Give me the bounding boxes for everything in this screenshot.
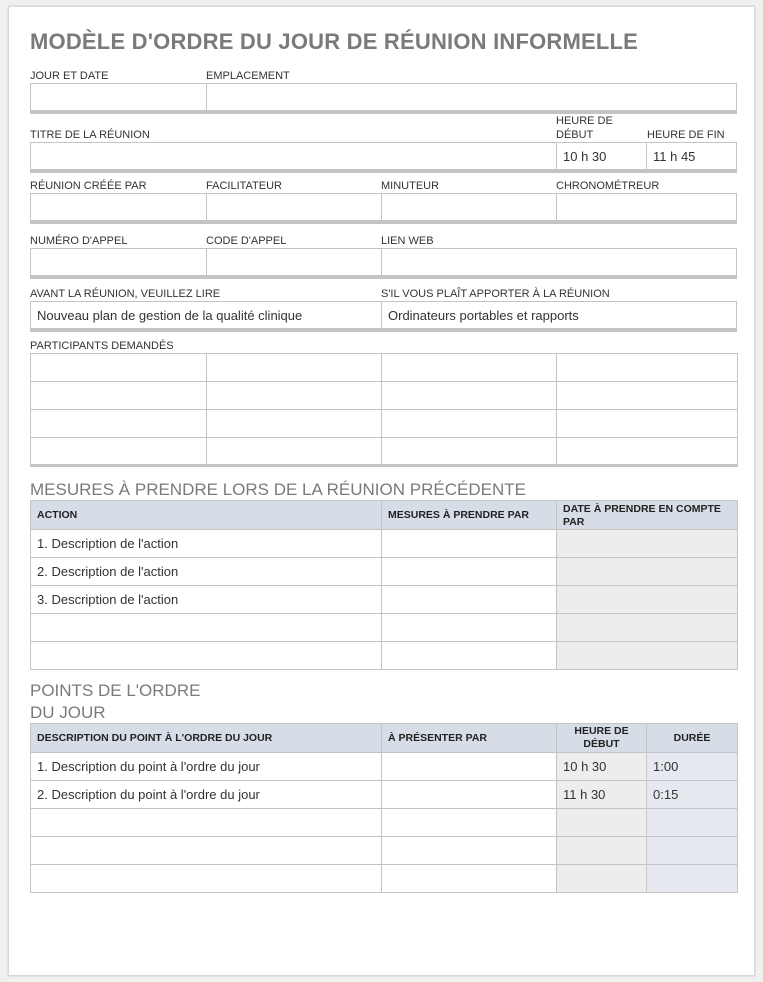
label-start-time: HEURE DE DÉBUT — [556, 115, 613, 141]
participant-cell[interactable] — [557, 382, 738, 410]
action-date[interactable] — [557, 586, 738, 614]
table-row — [31, 558, 738, 586]
action-date[interactable] — [557, 614, 738, 642]
col-start-time: HEURE DE DÉBUT — [557, 724, 647, 753]
table-row — [31, 865, 738, 893]
participants-grid — [30, 353, 738, 467]
action-description[interactable]: 2. Description de l'action — [31, 558, 382, 586]
table-row — [31, 438, 738, 466]
participant-cell[interactable] — [31, 410, 207, 438]
agenda-start-time[interactable] — [557, 837, 647, 865]
participant-cell[interactable] — [382, 354, 557, 382]
agenda-description[interactable]: 1. Description du point à l'ordre du jour — [31, 753, 382, 781]
col-action: ACTION — [31, 501, 382, 530]
label-participants: PARTICIPANTS DEMANDÉS — [30, 340, 174, 352]
row-meeting-title — [30, 142, 737, 173]
label-created-by: RÉUNION CRÉÉE PAR — [30, 180, 147, 192]
location-field[interactable] — [206, 83, 737, 111]
action-description[interactable]: 3. Description de l'action — [31, 586, 382, 614]
action-by[interactable] — [382, 586, 557, 614]
col-action-date: DATE À PRENDRE EN COMPTE PAR — [557, 501, 738, 530]
label-read-before: AVANT LA RÉUNION, VEUILLEZ LIRE — [30, 288, 221, 300]
label-timekeeper: CHRONOMÉTREUR — [556, 180, 660, 192]
actions-table — [30, 500, 738, 670]
agenda-duration[interactable] — [647, 837, 738, 865]
action-date[interactable] — [557, 642, 738, 670]
participant-cell[interactable] — [382, 382, 557, 410]
agenda-description[interactable] — [31, 837, 382, 865]
action-description[interactable] — [31, 614, 382, 642]
table-row — [31, 530, 738, 558]
facilitator-field[interactable] — [206, 193, 381, 221]
participant-cell[interactable] — [207, 410, 382, 438]
row-prep — [30, 301, 737, 332]
agenda-description[interactable] — [31, 809, 382, 837]
participant-cell[interactable] — [557, 438, 738, 466]
label-day-date: JOUR ET DATE — [30, 70, 109, 82]
timer-field[interactable] — [381, 193, 556, 221]
dial-code-field[interactable] — [206, 248, 381, 276]
start-time-field[interactable]: 10 h 30 — [556, 142, 646, 170]
participant-cell[interactable] — [557, 354, 738, 382]
agenda-duration[interactable]: 0:15 — [647, 781, 738, 809]
end-time-field[interactable]: 11 h 45 — [646, 142, 737, 170]
label-meeting-title: TITRE DE LA RÉUNION — [30, 129, 150, 141]
agenda-description[interactable]: 2. Description du point à l'ordre du jour — [31, 781, 382, 809]
agenda-duration[interactable] — [647, 809, 738, 837]
participant-cell[interactable] — [382, 438, 557, 466]
label-dial-number: NUMÉRO D'APPEL — [30, 235, 128, 247]
agenda-table — [30, 723, 738, 893]
label-location: EMPLACEMENT — [206, 70, 290, 82]
label-facilitator: FACILITATEUR — [206, 180, 282, 192]
web-link-field[interactable] — [381, 248, 737, 276]
table-row — [31, 642, 738, 670]
actions-header-row — [31, 501, 738, 530]
dial-number-field[interactable] — [30, 248, 206, 276]
agenda-heading-line1: POINTS DE L'ORDRE — [30, 681, 201, 700]
participant-cell[interactable] — [31, 354, 207, 382]
document-page — [8, 6, 755, 976]
read-before-field[interactable]: Nouveau plan de gestion de la qualité clinique — [30, 301, 381, 329]
action-description[interactable] — [31, 642, 382, 670]
agenda-presenter[interactable] — [382, 781, 557, 809]
action-date[interactable] — [557, 530, 738, 558]
agenda-duration[interactable]: 1:00 — [647, 753, 738, 781]
agenda-heading-line2: DU JOUR — [30, 703, 106, 722]
action-by[interactable] — [382, 558, 557, 586]
meeting-title-field[interactable] — [30, 142, 556, 170]
label-timer: MINUTEUR — [381, 180, 440, 192]
agenda-presenter[interactable] — [382, 865, 557, 893]
table-row — [31, 809, 738, 837]
page-title: MODÈLE D'ORDRE DU JOUR DE RÉUNION INFORMELLE — [30, 29, 639, 54]
table-row — [31, 410, 738, 438]
agenda-presenter[interactable] — [382, 753, 557, 781]
action-description[interactable]: 1. Description de l'action — [31, 530, 382, 558]
label-dial-code: CODE D'APPEL — [206, 235, 287, 247]
agenda-start-time[interactable] — [557, 865, 647, 893]
table-row — [31, 837, 738, 865]
table-row — [31, 586, 738, 614]
action-by[interactable] — [382, 642, 557, 670]
row-dial-in — [30, 248, 737, 279]
action-by[interactable] — [382, 614, 557, 642]
timekeeper-field[interactable] — [556, 193, 737, 221]
participant-cell[interactable] — [207, 354, 382, 382]
participant-cell[interactable] — [31, 438, 207, 466]
label-web-link: LIEN WEB — [381, 235, 434, 247]
row-day-location — [30, 83, 737, 114]
col-duration: DURÉE — [647, 724, 738, 753]
col-action-by: MESURES À PRENDRE PAR — [382, 501, 557, 530]
day-date-field[interactable] — [30, 83, 206, 111]
participant-cell[interactable] — [207, 382, 382, 410]
table-row — [31, 753, 738, 781]
row-roles — [30, 193, 737, 224]
created-by-field[interactable] — [30, 193, 206, 221]
agenda-presenter[interactable] — [382, 809, 557, 837]
table-row — [31, 781, 738, 809]
participant-cell[interactable] — [31, 382, 207, 410]
participant-cell[interactable] — [557, 410, 738, 438]
participant-cell[interactable] — [382, 410, 557, 438]
participant-cell[interactable] — [207, 438, 382, 466]
agenda-header-row — [31, 724, 738, 753]
table-row — [31, 614, 738, 642]
action-date[interactable] — [557, 558, 738, 586]
col-presenter: À PRÉSENTER PAR — [382, 724, 557, 753]
actions-heading: MESURES À PRENDRE LORS DE LA RÉUNION PRÉCÉDENTE — [30, 480, 526, 499]
table-row — [31, 354, 738, 382]
agenda-start-time[interactable] — [557, 809, 647, 837]
agenda-presenter[interactable] — [382, 837, 557, 865]
label-end-time: HEURE DE FIN — [647, 129, 725, 141]
agenda-duration[interactable] — [647, 865, 738, 893]
agenda-start-time[interactable]: 11 h 30 — [557, 781, 647, 809]
action-by[interactable] — [382, 530, 557, 558]
agenda-description[interactable] — [31, 865, 382, 893]
col-agenda-description: DESCRIPTION DU POINT À L'ORDRE DU JOUR — [31, 724, 382, 753]
label-bring: S'IL VOUS PLAÎT APPORTER À LA RÉUNION — [381, 288, 610, 300]
agenda-start-time[interactable]: 10 h 30 — [557, 753, 647, 781]
bring-field[interactable]: Ordinateurs portables et rapports — [381, 301, 737, 329]
table-row — [31, 382, 738, 410]
